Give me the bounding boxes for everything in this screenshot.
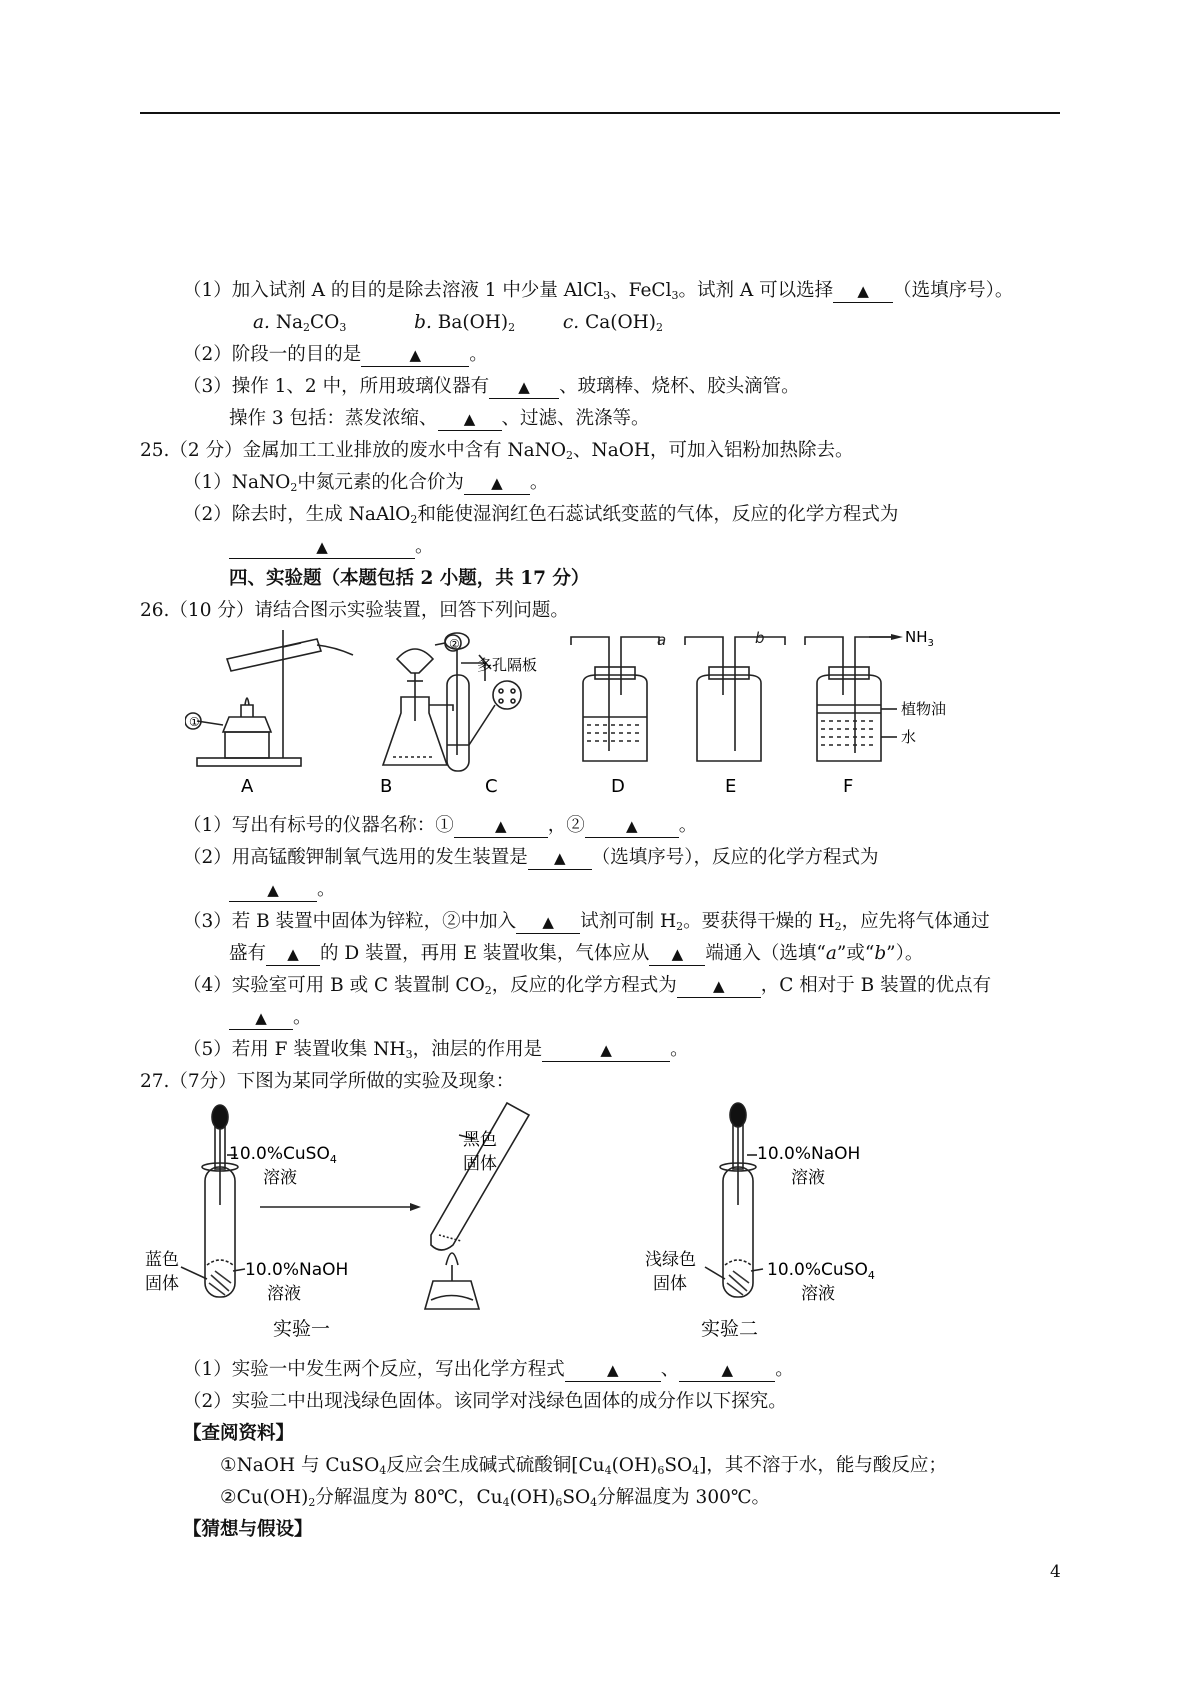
e2-top-label: 10.0%NaOH: [757, 1144, 861, 1164]
oil-label: 植物油: [901, 700, 947, 718]
q24-part3b: 操作 3 包括：蒸发浓缩、 ▲ 、过滤、洗涤等。: [229, 408, 650, 429]
apparatus-c: [445, 633, 521, 771]
experiment1-caption: 实验一: [273, 1318, 331, 1340]
q25-part2: （2）除去时，生成 NaAlO$_2$和能使湿润红色石蕊试纸变蓝的气体，反应的化学方程式为: [183, 504, 899, 526]
apparatus-f: [805, 637, 897, 761]
port-b-label: b: [755, 629, 765, 647]
q27-experiment-figure: [145, 1095, 975, 1345]
experiment1-test-tube: [202, 1105, 238, 1297]
black-solid-label-2: 固体: [463, 1154, 497, 1174]
section-heading: 四、实验题（本题包括 2 小题，共 17 分）: [229, 568, 590, 589]
e1-bottom-label: 10.0%NaOH: [245, 1260, 349, 1280]
apparatus-d: [571, 637, 659, 761]
e1-top-label-2: 溶液: [263, 1168, 297, 1188]
experiment2-test-tube: [720, 1103, 756, 1297]
q26-part3b: 盛有 ▲ 的 D 装置，再用 E 装置收集，气体应从 ▲ 端通入（选填“a”或“b”）。: [229, 943, 924, 964]
q26-part2-blank: ▲ 。: [229, 877, 336, 903]
apparatus-e: [685, 637, 785, 761]
q24-part3: （3）操作 1、2 中，所用玻璃仪器有 ▲ 、玻璃棒、烧杯、胶头滴管。: [183, 376, 800, 397]
water-label: 水: [901, 728, 917, 746]
e2-bottom-label: 10.0%CuSO$_4$: [767, 1260, 875, 1282]
e1-bottom-label-2: 溶液: [267, 1284, 301, 1304]
e2-solid-label-2: 固体: [653, 1274, 687, 1294]
q27-part2: （2）实验二中出现浅绿色固体。该同学对浅绿色固体的成分作以下探究。: [183, 1391, 787, 1412]
e1-top-label: 10.0%CuSO$_4$: [229, 1144, 337, 1166]
q24-part2: （2）阶段一的目的是 ▲ 。: [183, 344, 488, 365]
reference-heading: 【查阅资料】: [183, 1423, 295, 1444]
q26-part3: （3）若 B 装置中固体为锌粒，②中加入 ▲ 试剂可制 $H_2$。要获得干燥的 $H_2$，应先将气体通过: [183, 911, 990, 933]
q26-heading: 26.（10 分）请结合图示实验装置，回答下列问题。: [140, 600, 569, 621]
port-a-label: a: [657, 631, 667, 649]
q26-part1: （1）写出有标号的仪器名称：① ▲ ，② ▲ 。: [183, 815, 698, 836]
porous-plate-label: 多孔隔板: [477, 656, 538, 674]
e1-solid-label-2: 固体: [145, 1274, 179, 1294]
page-number: 4: [1050, 1562, 1061, 1582]
q24-part1: （1）加入试剂 A 的目的是除去溶液 1 中少量 AlCl$_3$、FeCl$_3$。试剂 A 可以选择 ▲ （选填序号）。: [183, 280, 1014, 302]
q24-options: a. $Na_2CO_3$ b. $Ba(OH)_2$ c. $Ca(OH)_2$: [253, 312, 663, 334]
q27-part1: （1）实验一中发生两个反应，写出化学方程式 ▲ 、 ▲ 。: [183, 1359, 794, 1380]
q26-apparatus-figure: [185, 625, 1015, 800]
experiment2-caption: 实验二: [701, 1318, 759, 1340]
q26-part2: （2）用高锰酸钾制氧气选用的发生装置是 ▲ （选填序号），反应的化学方程式为: [183, 847, 879, 868]
label-d: D: [611, 776, 625, 797]
reference-2: $②Cu(OH)_2$分解温度为 80℃，$Cu_4(OH)_6SO_4$分解温度为 300℃。: [220, 1487, 771, 1509]
q26-part4-blank: ▲ 。: [229, 1005, 312, 1031]
label-f: F: [843, 776, 854, 797]
q26-part5: （5）若用 F 装置收集 $NH_3$，油层的作用是 ▲ 。: [183, 1039, 689, 1061]
label-a: A: [241, 776, 254, 797]
apparatus-a: [185, 630, 353, 766]
q27-heading: 27.（7分）下图为某同学所做的实验及现象：: [140, 1071, 515, 1092]
header-rule: [140, 112, 1060, 114]
q25-heading: 25.（2 分）金属加工工业排放的废水中含有 NaNO$_2$、NaOH，可加入铝粉加热除去。: [140, 440, 854, 462]
black-solid-label: 黑色: [463, 1130, 497, 1150]
e2-solid-label: 浅绿色: [645, 1250, 696, 1270]
e1-solid-label: 蓝色: [145, 1250, 179, 1270]
label-b: B: [380, 776, 393, 797]
reference-1: ①NaOH 与 CuSO$_4$反应会生成碱式硫酸铜$[Cu_4(OH)_6SO_4]$，其不溶于水，能与酸反应；: [220, 1455, 947, 1477]
hypothesis-heading: 【猜想与假设】: [183, 1519, 313, 1540]
mark-1: ①: [189, 715, 200, 729]
label-c: C: [485, 776, 498, 797]
q26-part4: （4）实验室可用 B 或 C 装置制 $CO_2$，反应的化学方程式为 ▲ ，C 相对于 B 装置的优点有: [183, 975, 992, 997]
q25-part2-blank: ▲ 。: [229, 534, 434, 560]
q25-part1: （1）NaNO$_2$中氮元素的化合价为 ▲ 。: [183, 472, 549, 494]
e2-top-label-2: 溶液: [791, 1168, 825, 1188]
e2-bottom-label-2: 溶液: [801, 1284, 835, 1304]
label-e: E: [725, 776, 737, 797]
mark-2: ②: [449, 637, 460, 651]
nh3-label: $NH_3$: [905, 628, 934, 649]
